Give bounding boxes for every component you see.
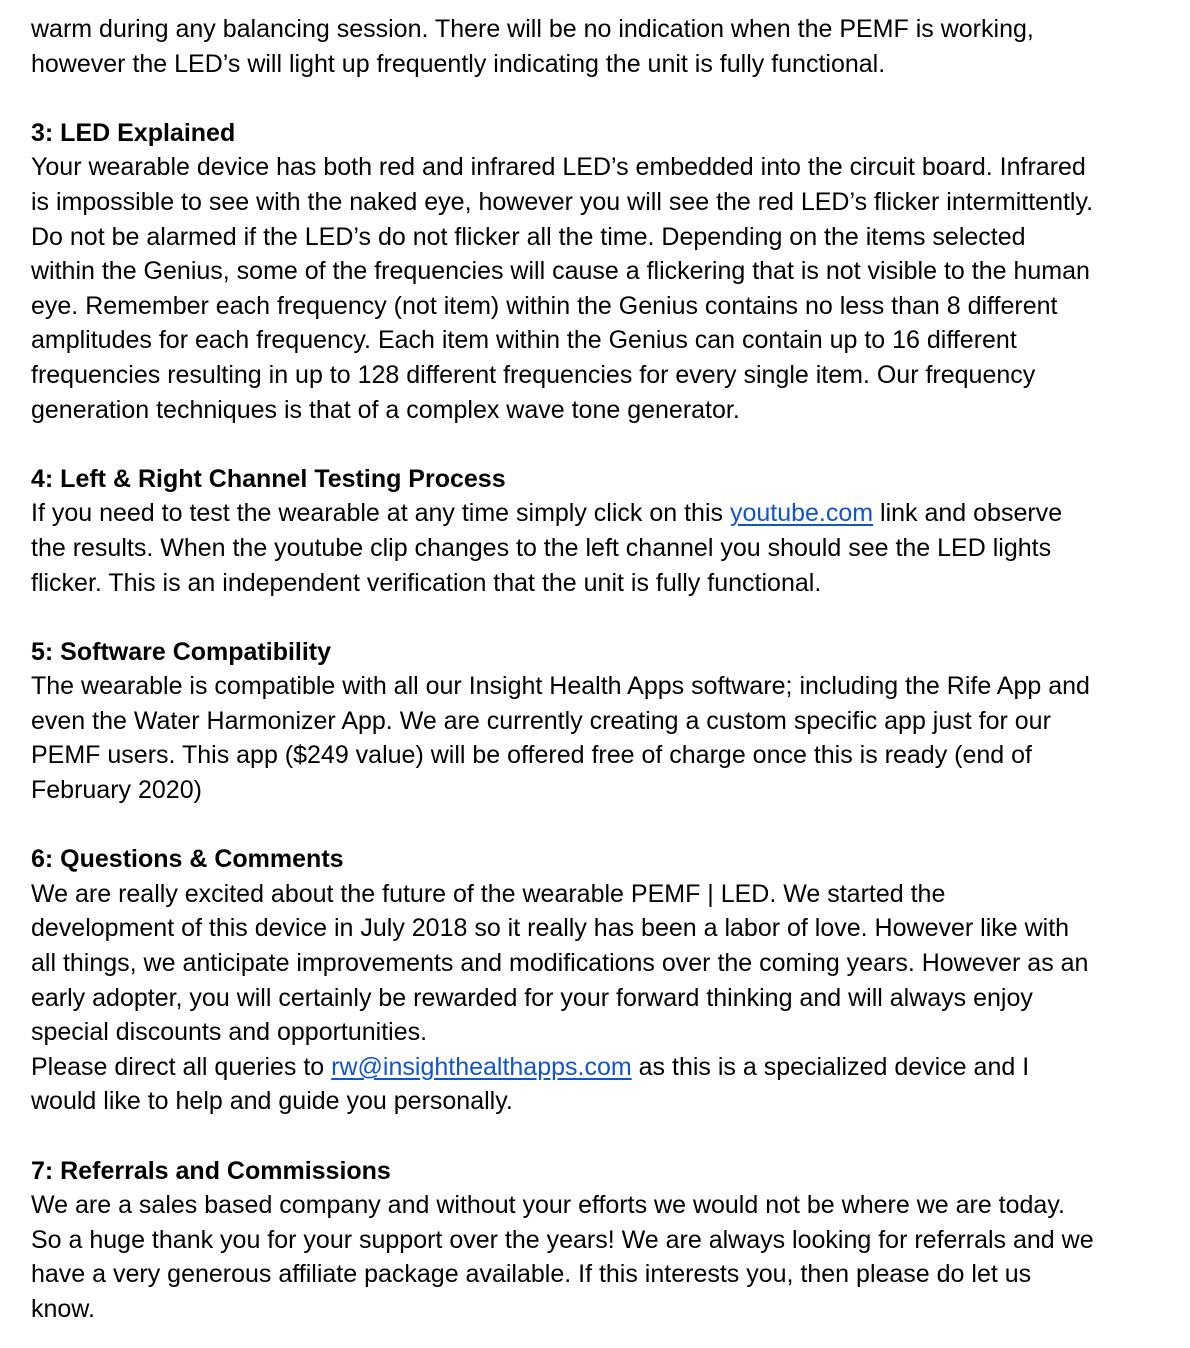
paragraph-line: generation techniques is that of a complex wave tone generator. — [31, 395, 740, 424]
section-heading: 5: Software Compatibility — [31, 637, 332, 666]
paragraph-line — [31, 496, 1161, 531]
paragraph-line: is impossible to see with the naked eye, however you will see the red LED’s flicker intermittently. — [31, 187, 1094, 216]
paragraph-line: would like to help and guide you personally. — [31, 1087, 513, 1116]
section-heading: 7: Referrals and Commissions — [31, 1156, 391, 1185]
youtube-link[interactable]: youtube.com — [729, 499, 874, 528]
paragraph-line: amplitudes for each frequency. Each item within the Genius can contain up to 16 different — [31, 326, 1017, 355]
paragraph-line: development of this device in July 2018 so it really has been a labor of love. However like with — [31, 914, 1070, 943]
section-heading: 4: Left & Right Channel Testing Process — [31, 464, 506, 493]
line-text: link and observe — [873, 499, 1063, 528]
paragraph-line: The wearable is compatible with all our Insight Health Apps software; including the Rife App and — [31, 672, 1090, 701]
paragraph-line: flicker. This is an independent verification that the unit is fully functional. — [31, 568, 822, 597]
section-heading: 3: LED Explained — [31, 118, 236, 147]
intro-paragraph — [31, 12, 1161, 81]
paragraph-line: eye. Remember each frequency (not item) within the Genius contains no less than 8 different — [31, 291, 1058, 320]
paragraph-spacer — [31, 81, 1161, 116]
paragraph-line: February 2020) — [31, 776, 202, 805]
section-referrals — [31, 1154, 1161, 1327]
document-page — [31, 12, 1161, 1327]
paragraph-line: So a huge thank you for your support over the years! We are always looking for referrals and we — [31, 1225, 1094, 1254]
paragraph-line: know. — [31, 1294, 95, 1323]
paragraph-spacer — [31, 600, 1161, 635]
paragraph-line: Your wearable device has both red and infrared LED’s embedded into the circuit board. Infrared — [31, 153, 1086, 182]
paragraph-line: We are really excited about the future of the wearable PEMF | LED. We started the — [31, 879, 946, 908]
section-heading: 6: Questions & Comments — [31, 845, 344, 874]
paragraph-line: the results. When the youtube clip changes to the left channel you should see the LED lights — [31, 533, 1052, 562]
paragraph-line — [31, 1050, 1161, 1085]
paragraph-line: all things, we anticipate improvements and modifications over the coming years. However as an — [31, 949, 1089, 978]
line-text: If you need to test the wearable at any time simply click on this — [31, 499, 730, 528]
section-led-explained — [31, 116, 1161, 427]
line-text: as this is a specialized device and I — [631, 1052, 1030, 1081]
section-questions-comments — [31, 842, 1161, 1119]
paragraph-line: We are a sales based company and without your efforts we would not be where we are today. — [31, 1191, 1065, 1220]
paragraph-line: warm during any balancing session. There will be no indication when the PEMF is working, — [31, 15, 1034, 43]
paragraph-line: special discounts and opportunities. — [31, 1018, 428, 1047]
paragraph-line: have a very generous affiliate package available. If this interests you, then please do let us — [31, 1260, 1032, 1289]
section-channel-testing — [31, 462, 1161, 600]
paragraph-line: frequencies resulting in up to 128 different frequencies for every single item. Our frequency — [31, 360, 1036, 389]
paragraph-line: early adopter, you will certainly be rewarded for your forward thinking and will always enjoy — [31, 983, 1033, 1012]
paragraph-line: within the Genius, some of the frequencies will cause a flickering that is not visible to the human — [31, 257, 1090, 286]
paragraph-spacer — [31, 1119, 1161, 1154]
email-link[interactable]: rw@insighthealthapps.com — [331, 1052, 632, 1081]
section-software-compatibility — [31, 635, 1161, 808]
line-text: Please direct all queries to — [31, 1052, 332, 1081]
paragraph-line: PEMF users. This app ($249 value) will be offered free of charge once this is ready (end of — [31, 741, 1032, 770]
paragraph-line: Do not be alarmed if the LED’s do not flicker all the time. Depending on the items selected — [31, 222, 1026, 251]
paragraph-line: however the LED’s will light up frequently indicating the unit is fully functional. — [31, 49, 886, 78]
paragraph-spacer — [31, 427, 1161, 462]
paragraph-line: even the Water Harmonizer App. We are currently creating a custom specific app just for our — [31, 706, 1051, 735]
paragraph-spacer — [31, 808, 1161, 843]
